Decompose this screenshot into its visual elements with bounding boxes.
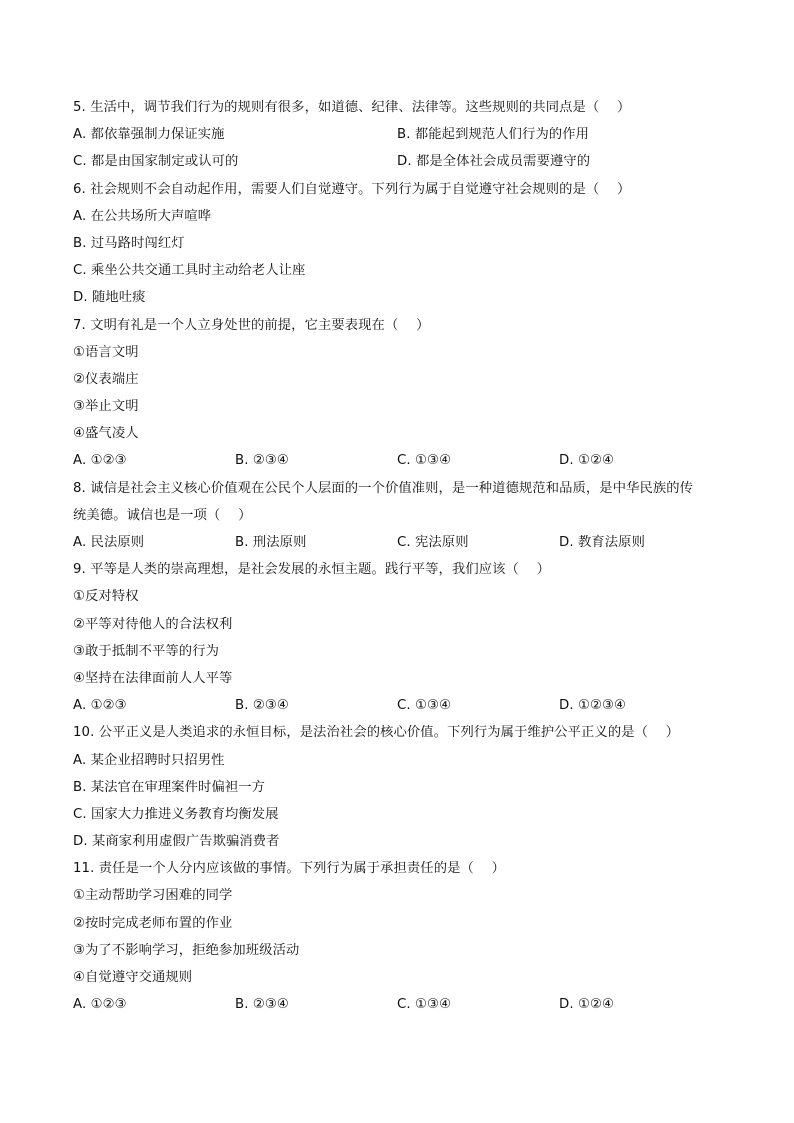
option-a: A. 民法原则 [73, 535, 145, 550]
option-c: C. 都是由国家制定或认可的 [73, 154, 239, 170]
option-c: C. 宪法原则 [397, 535, 469, 550]
option-d: D. ①②③④ [559, 698, 627, 714]
question-list [73, 94, 733, 1018]
question-stem: 9. 平等是人类的崇高理想，是社会发展的永恒主题。践行平等，我们应该（ ） [73, 562, 551, 578]
question-7 [73, 312, 733, 475]
option-d: D. 都是全体社会成员需要遵守的 [397, 154, 591, 170]
question-stem: 7. 文明有礼是一个人立身处世的前提，它主要表现在（ ） [73, 317, 430, 333]
option-c: C. ①③④ [397, 698, 452, 714]
statement-3: ③举止文明 [73, 399, 139, 415]
option-c: C. 国家大力推进义务教育均衡发展 [73, 806, 279, 822]
question-6 [73, 176, 733, 312]
option-c: C. ①③④ [397, 997, 452, 1013]
question-8 [73, 475, 733, 557]
statement-1: ①语言文明 [73, 344, 139, 360]
statement-1: ①主动帮助学习困难的同学 [73, 888, 233, 904]
question-9 [73, 556, 733, 719]
statement-4: ④坚持在法律面前人人平等 [73, 670, 233, 686]
statement-2: ②仪表端庄 [73, 371, 139, 387]
question-stem: 5. 生活中，调节我们行为的规则有很多，如道德、纪律、法律等。这些规则的共同点是（ ） [73, 100, 631, 115]
option-a: A. ①②③ [73, 453, 127, 469]
option-b: B. ②③④ [235, 997, 289, 1013]
option-a: A. ①②③ [73, 698, 127, 714]
option-b: B. 都能起到规范人们行为的作用 [397, 127, 590, 143]
option-d: D. 教育法原则 [559, 535, 645, 550]
statement-2: ②平等对待他人的合法权利 [73, 616, 233, 632]
option-b: B. ②③④ [235, 453, 289, 469]
option-d: D. ①②④ [559, 997, 615, 1013]
question-5 [73, 94, 733, 176]
question-stem-continued: 统美德。诚信也是一项（ ） [73, 507, 252, 523]
option-a: A. 在公共场所大声喧哗 [73, 208, 212, 224]
statement-3: ③敢于抵制不平等的行为 [73, 643, 219, 659]
question-stem: 6. 社会规则不会自动起作用，需要人们自觉遵守。下列行为属于自觉遵守社会规则的是（ ） [73, 181, 631, 197]
option-c: C. ①③④ [397, 453, 452, 469]
option-a: A. 某企业招聘时只招男性 [73, 752, 225, 768]
option-c: C. 乘坐公共交通工具时主动给老人让座 [73, 263, 306, 279]
question-stem: 11. 责任是一个人分内应该做的事情。下列行为属于承担责任的是（ ） [73, 861, 506, 877]
statement-1: ①反对特权 [73, 589, 139, 605]
option-b: B. 过马路时闯红灯 [73, 235, 185, 251]
question-stem: 10. 公平正义是人类追求的永恒目标，是法治社会的核心价值。下列行为属于维护公平正义的是（ ） [73, 725, 680, 741]
option-a: A. 都依靠强制力保证实施 [73, 127, 225, 143]
option-b: B. 某法官在审理案件时偏袒一方 [73, 779, 266, 795]
option-a: A. ①②③ [73, 997, 127, 1013]
question-11 [73, 855, 733, 1018]
option-b: B. 刑法原则 [235, 535, 307, 550]
option-b: B. ②③④ [235, 698, 289, 714]
statement-2: ②按时完成老师布置的作业 [73, 915, 233, 931]
question-10 [73, 719, 733, 855]
option-d: D. 某商家利用虚假广告欺骗消费者 [73, 834, 280, 850]
statement-4: ④盛气凌人 [73, 426, 139, 442]
statement-4: ④自觉遵守交通规则 [73, 970, 193, 985]
question-stem: 8. 诚信是社会主义核心价值观在公民个人层面的一个价值准则，是一种道德规范和品质，是中华民族的传 [73, 480, 694, 496]
statement-3: ③为了不影响学习，拒绝参加班级活动 [73, 942, 300, 958]
option-d: D. ①②④ [559, 453, 615, 469]
option-d: D. 随地吐痰 [73, 290, 146, 306]
